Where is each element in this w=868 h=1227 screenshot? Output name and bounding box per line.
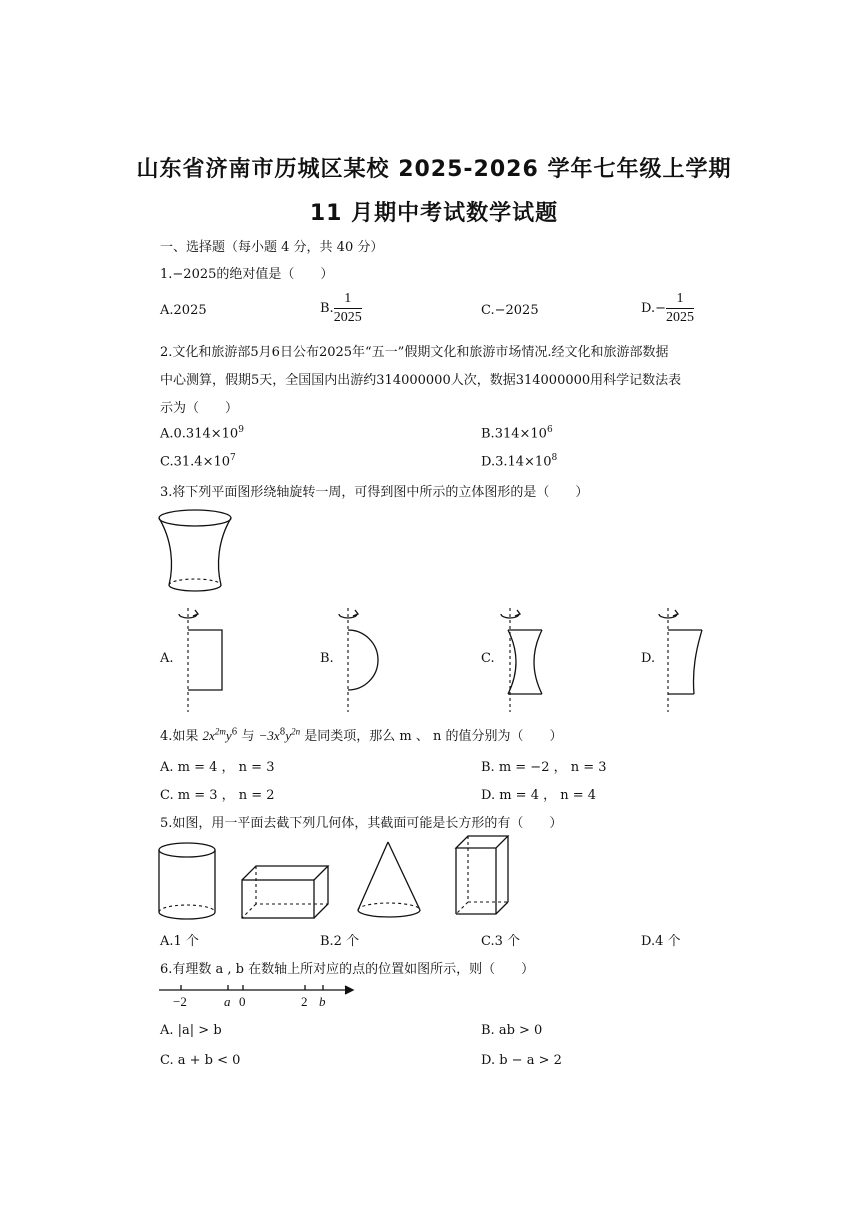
exam-title-line1: 山东省济南市历城区某校 2025-2026 学年七年级上学期 [136, 157, 732, 182]
q4-stem-mid: 与 [237, 729, 259, 744]
q2-option-c [160, 453, 236, 469]
q5-stem: 5.如图，用一平面去截下列几何体，其截面可能是长方形的有（ ） [160, 816, 563, 831]
q4-term1-y: y [225, 728, 232, 743]
q6-option-d: D. b − a > 2 [481, 1053, 562, 1068]
q5-option-d: D.4 个 [641, 934, 681, 949]
q4-stem [160, 725, 563, 744]
q4-term2-y: y [285, 728, 292, 743]
q2-stem-line1: 2.文化和旅游部5月6日公布2025年“五一”假期文化和旅游市场情况.经文化和旅游部数据 [160, 345, 669, 360]
q4-term1-y-exponent: 6 [231, 727, 238, 738]
q2-stem-line3: 示为（ ） [160, 401, 239, 416]
q3-option-c-figure [490, 600, 560, 715]
q5-cylinder-figure [155, 840, 225, 925]
q6-axis-label-two: 2 [301, 994, 308, 1009]
exam-title-line2: 11 月期中考试数学试题 [309, 201, 559, 226]
q2-d-base: 3.14×10 [495, 454, 552, 470]
q2-c-prefix: C. [160, 454, 174, 470]
q2-c-base: 31.4×10 [173, 454, 231, 470]
q3-option-d-figure [650, 600, 720, 715]
q2-b-prefix: B. [481, 426, 495, 442]
q2-a-base: 0.314×10 [173, 426, 239, 442]
q2-a-exp: 9 [238, 425, 244, 435]
q6-option-a: A. |a| > b [160, 1023, 222, 1038]
q2-b-base: 314×10 [494, 426, 547, 442]
q1-b-denominator: 2025 [333, 310, 362, 325]
q6-axis-label-b: b [319, 994, 326, 1009]
q4-term2-x-exponent: 8 [279, 727, 286, 738]
q5-option-a: A.1 个 [160, 934, 199, 949]
q3-option-a-label: A. [160, 651, 174, 666]
q1-option-b-fraction [334, 290, 362, 327]
q4-term1-x-exponent: 2m [214, 726, 226, 737]
q3-option-b-figure [330, 600, 390, 715]
q6-axis-label-a: a [224, 994, 231, 1009]
q5-rectangular-prism-figure [238, 860, 338, 925]
q6-option-c: C. a + b < 0 [160, 1053, 241, 1068]
q1-d-denominator: 2025 [665, 310, 694, 325]
q5-option-c: C.3 个 [481, 934, 521, 949]
q1-option-b [320, 290, 362, 327]
q1-option-a: A.2025 [160, 303, 207, 318]
q1-option-d [641, 290, 694, 327]
q4-term2: −3x [258, 728, 280, 743]
q1-stem: 1.−2025的绝对值是（ ） [160, 267, 334, 282]
q6-axis-label-zero: 0 [239, 994, 246, 1009]
q3-stem: 3.将下列平面图形绕轴旋转一周，可得到图中所示的立体图形的是（ ） [160, 485, 589, 500]
section-heading: 一、选择题（每小题 4 分，共 40 分） [160, 240, 384, 255]
q5-prism-figure [448, 832, 528, 927]
q5-cone-figure [352, 838, 427, 928]
q2-option-b [481, 425, 553, 441]
q4-stem-prefix: 4.如果 [160, 729, 203, 744]
q6-number-line [155, 982, 365, 1012]
q3-option-c-label: C. [481, 651, 495, 666]
q2-b-exp: 6 [546, 425, 553, 435]
q6-option-b: B. ab > 0 [481, 1023, 543, 1038]
q3-vase-solid-figure [150, 505, 250, 600]
q4-option-d: D. m = 4 ， n = 4 [481, 788, 597, 803]
q1-option-d-fraction [666, 290, 694, 327]
q2-d-exp: 8 [551, 453, 558, 463]
q3-option-b-label: B. [320, 651, 334, 666]
q6-axis-label-neg2: −2 [173, 994, 187, 1009]
q3-option-d-label: D. [641, 651, 656, 666]
q4-option-b: B. m = −2 ， n = 3 [481, 760, 607, 775]
q4-stem-suffix: 是同类项，那么 m 、 n 的值分别为（ ） [300, 729, 563, 744]
q2-option-a [160, 425, 244, 441]
q6-stem: 6.有理数 a , b 在数轴上所对应的点的位置如图所示，则（ ） [160, 962, 535, 977]
q4-option-c: C. m = 3 ， n = 2 [160, 788, 275, 803]
q2-option-d [481, 453, 557, 469]
q2-a-prefix: A. [160, 426, 174, 442]
q1-d-numerator: 1 [666, 290, 694, 309]
q2-c-exp: 7 [230, 453, 236, 463]
q1-option-c: C.−2025 [481, 303, 539, 318]
q4-option-a: A. m = 4 ， n = 3 [160, 760, 275, 775]
q2-d-prefix: D. [481, 454, 496, 470]
q1-option-d-prefix: D.− [641, 301, 666, 316]
q1-b-numerator: 1 [334, 290, 362, 309]
q4-term1: 2x [202, 728, 215, 743]
q2-stem-line2: 中心测算，假期5天，全国国内出游约314000000人次，数据314000000用科学记数法表 [160, 373, 682, 388]
q1-option-b-prefix: B. [320, 301, 334, 316]
q5-option-b: B.2 个 [320, 934, 360, 949]
q3-option-a-figure [170, 600, 240, 715]
q4-term2-y-exponent: 2n [291, 726, 301, 737]
